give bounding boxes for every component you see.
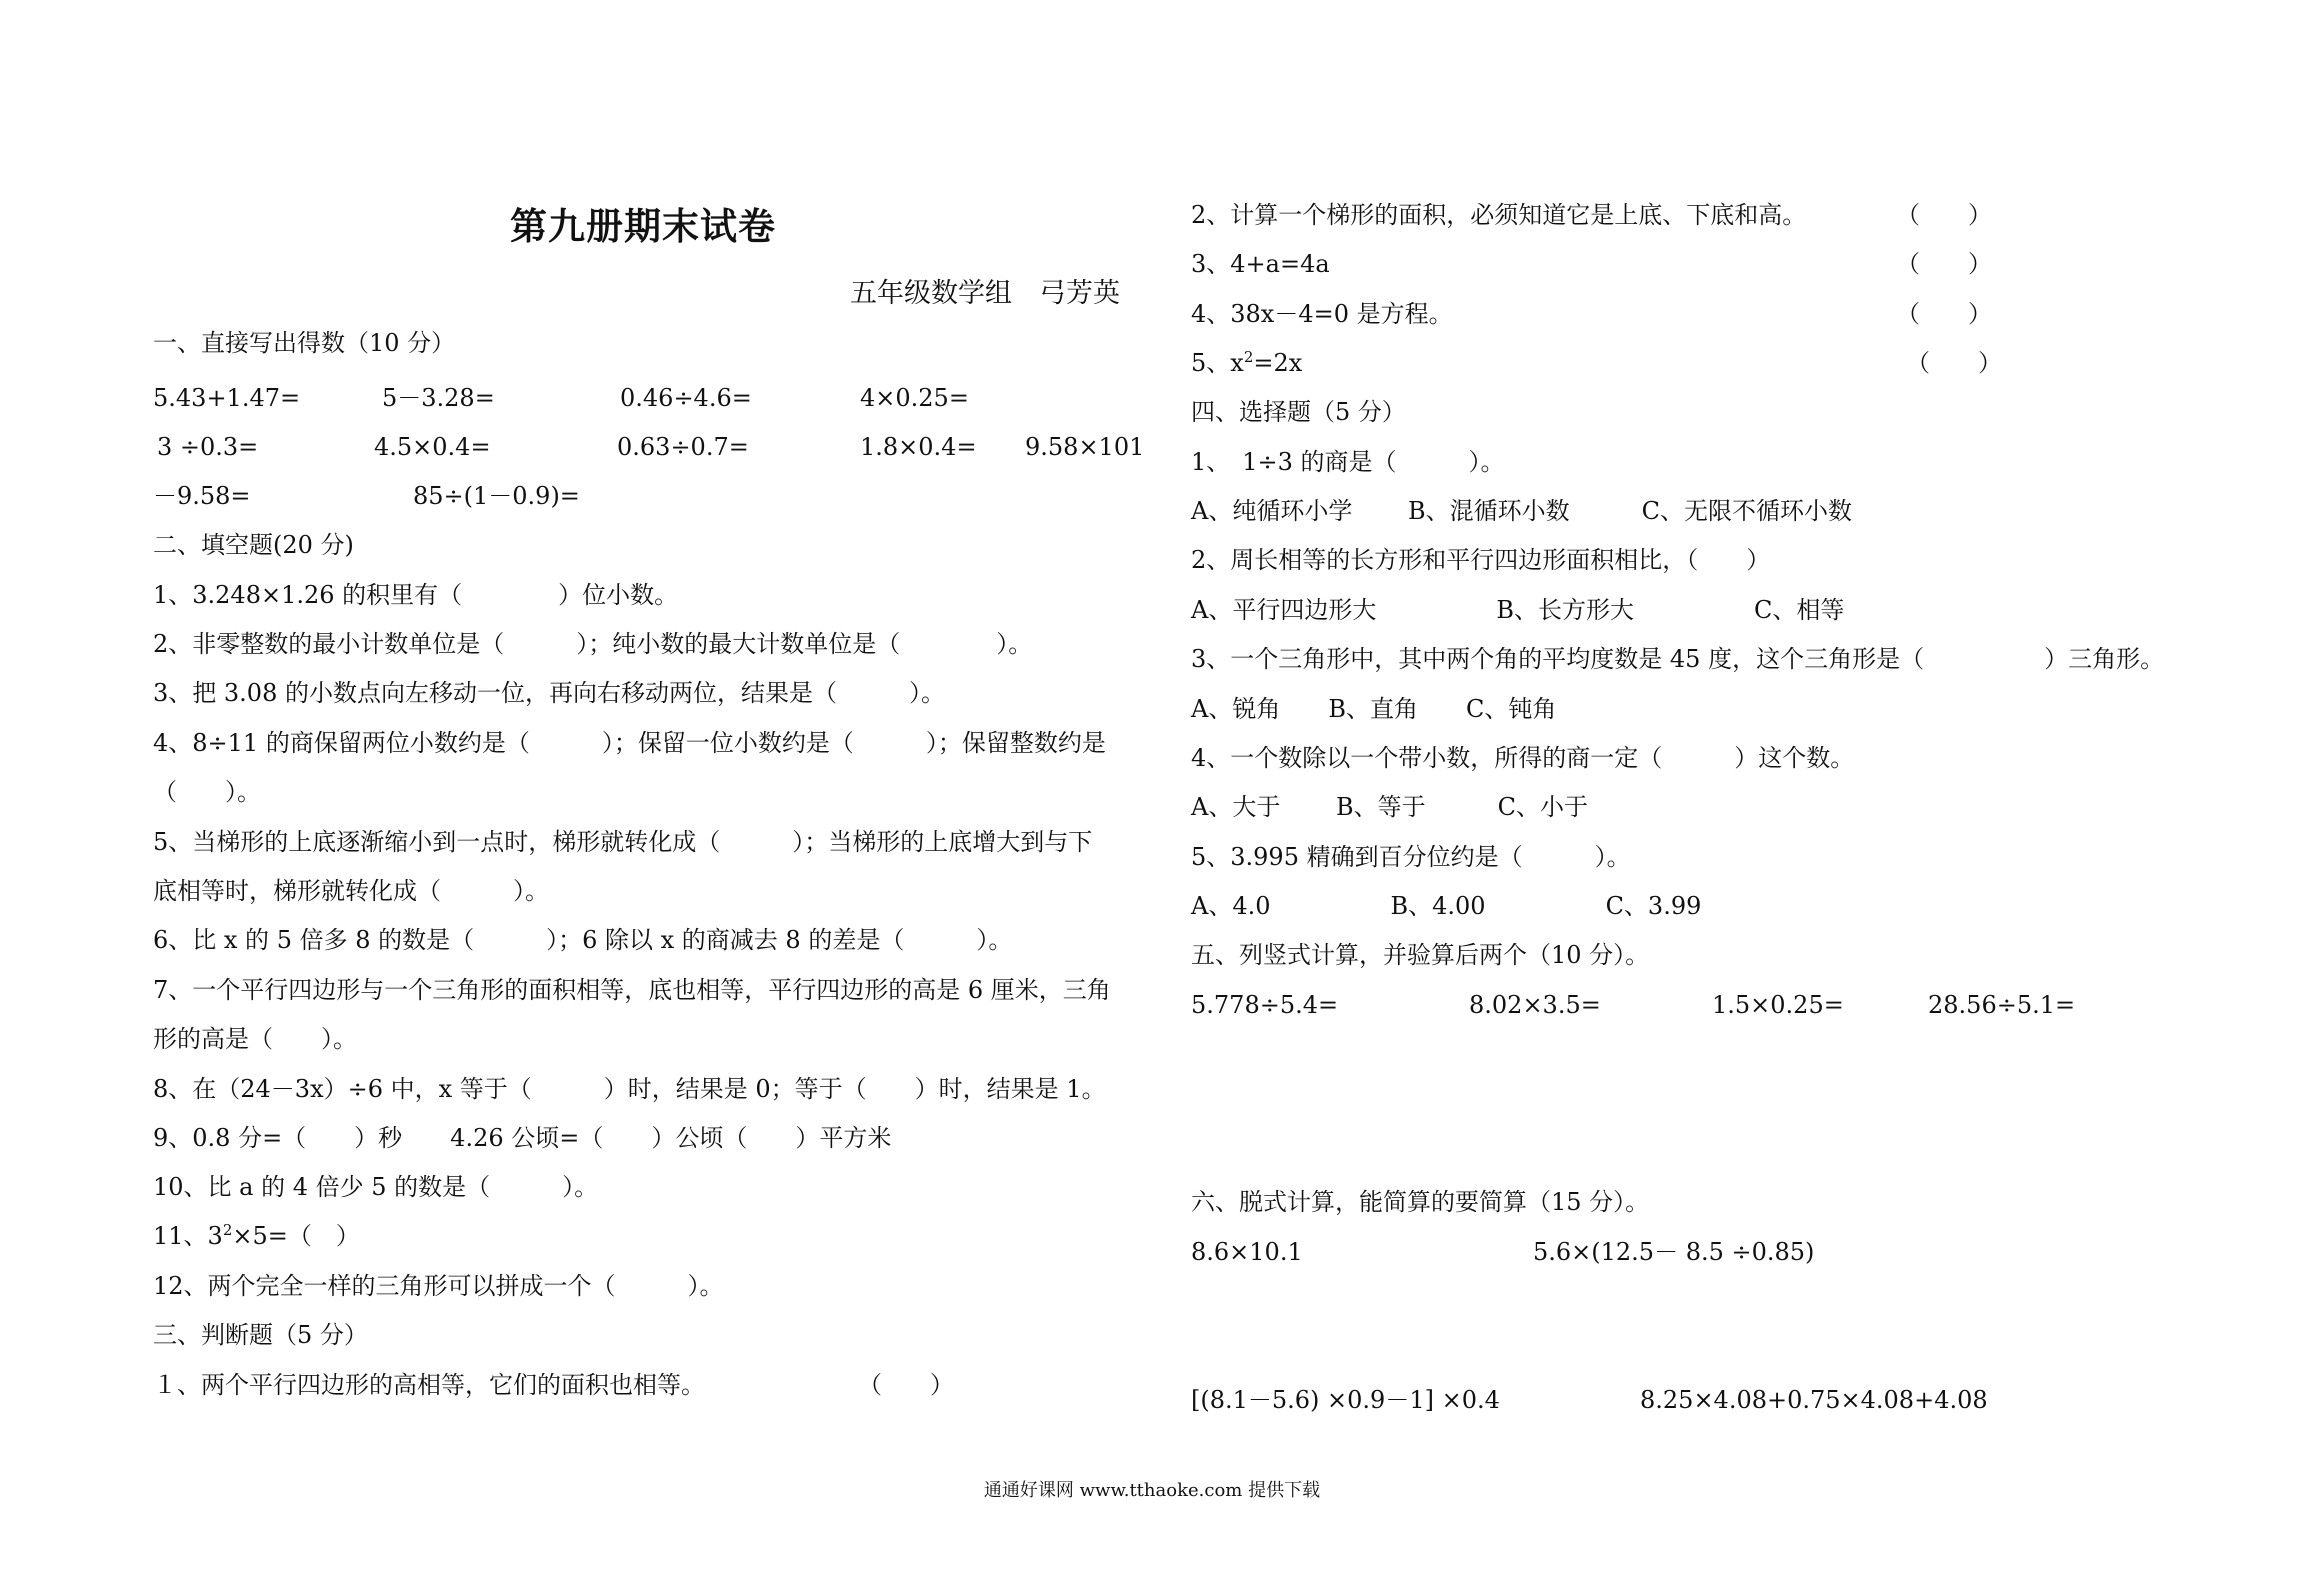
j5-text: 5、x bbox=[1191, 349, 1244, 377]
fill-question-4: 4、8÷11 的商保留两位小数约是（ ）；保留一位小数约是（ ）；保留整数约是 bbox=[153, 729, 1106, 757]
judge-question-1: １、两个平行四边形的高相等，它们的面积也相等。 bbox=[153, 1371, 705, 1399]
fill-question-6: 6、比 x 的 5 倍多 8 的数是（ ）；6 除以 x 的商减去 8 的差是（ ）。 bbox=[153, 926, 1013, 954]
judge-question-4: 4、38x－4=0 是方程。 bbox=[1191, 300, 1453, 328]
choice-options-5: A、4.0 B、4.00 C、3.99 bbox=[1191, 892, 1702, 920]
judge-blank-5: （ ） bbox=[1906, 349, 2002, 377]
fill-question-1: 1、3.248×1.26 的积里有（ ）位小数。 bbox=[153, 581, 679, 609]
choice-options-1: A、纯循环小学 B、混循环小数 C、无限不循环小数 bbox=[1191, 497, 1852, 525]
choice-question-2: 2、周长相等的长方形和平行四边形面积相比，（ ） bbox=[1191, 546, 1771, 574]
author-line: 五年级数学组 弓芳英 bbox=[850, 278, 1120, 309]
calc-item: －9.58= bbox=[153, 482, 251, 510]
judge-question-2: 2、计算一个梯形的面积，必须知道它是上底、下底和高。 bbox=[1191, 201, 1807, 229]
page-title: 第九册期末试卷 bbox=[510, 204, 776, 248]
choice-question-1: 1、 1÷3 的商是（ ）。 bbox=[1191, 448, 1505, 476]
choice-options-4: A、大于 B、等于 C、小于 bbox=[1191, 793, 1588, 821]
fill-question-3: 3、把 3.08 的小数点向左移动一位，再向右移动两位，结果是（ ）。 bbox=[153, 679, 945, 707]
fill-question-10: 10、比 a 的 4 倍少 5 的数是（ ）。 bbox=[153, 1173, 599, 1201]
fill-question-5: 5、当梯形的上底逐渐缩小到一点时，梯形就转化成（ ）；当梯形的上底增大到与下 bbox=[153, 828, 1093, 856]
calc-item: 5.43+1.47= bbox=[153, 384, 301, 412]
calc-item: 9.58×101 bbox=[1025, 433, 1145, 461]
calc-item: 0.63÷0.7= bbox=[617, 433, 749, 461]
choice-options-3: A、锐角 B、直角 C、钝角 bbox=[1191, 695, 1557, 723]
calc-item: 1.8×0.4= bbox=[860, 433, 977, 461]
fill-question-11 bbox=[153, 1221, 360, 1251]
section-1-heading: 一、直接写出得数（10 分） bbox=[153, 329, 456, 357]
vertical-calc-item: 5.778÷5.4= bbox=[1191, 991, 1339, 1019]
q11-text-end: ×5=（ ） bbox=[232, 1222, 360, 1250]
stepwise-calc-a: 8.6×10.1 bbox=[1191, 1238, 1303, 1266]
section-2-heading: 二、填空题(20 分) bbox=[153, 531, 354, 559]
stepwise-calc-b: 5.6×(12.5－ 8.5 ÷0.85) bbox=[1533, 1238, 1815, 1266]
judge-blank-1: （ ） bbox=[858, 1371, 954, 1399]
fill-question-2: 2、非零整数的最小计数单位是（ ）；纯小数的最大计数单位是（ ）。 bbox=[153, 630, 1033, 658]
fill-question-5-cont: 底相等时，梯形就转化成（ ）。 bbox=[153, 877, 549, 905]
calc-item: 3 ÷0.3= bbox=[157, 433, 259, 461]
judge-blank-3: （ ） bbox=[1896, 250, 1992, 278]
calc-item: 4×0.25= bbox=[860, 384, 969, 412]
vertical-calc-item: 28.56÷5.1= bbox=[1928, 991, 2076, 1019]
choice-question-5: 5、3.995 精确到百分位约是（ ）。 bbox=[1191, 843, 1631, 871]
choice-question-4: 4、一个数除以一个带小数，所得的商一定（ ）这个数。 bbox=[1191, 744, 1855, 772]
calc-item: 85÷(1－0.9)= bbox=[413, 482, 580, 510]
judge-question-3: 3、4+a=4a bbox=[1191, 250, 1330, 278]
vertical-calc-item: 8.02×3.5= bbox=[1469, 991, 1601, 1019]
choice-question-3: 3、一个三角形中，其中两个角的平均度数是 45 度，这个三角形是（ ）三角形。 bbox=[1191, 645, 2165, 673]
fill-question-7: 7、一个平行四边形与一个三角形的面积相等，底也相等，平行四边形的高是 6 厘米，三角 bbox=[153, 976, 1111, 1004]
choice-options-2: A、平行四边形大 B、长方形大 C、相等 bbox=[1191, 596, 1845, 624]
q11-text: 11、3 bbox=[153, 1222, 223, 1250]
calc-item: 4.5×0.4= bbox=[374, 433, 491, 461]
section-3-heading: 三、判断题（5 分） bbox=[153, 1321, 368, 1349]
judge-blank-4: （ ） bbox=[1896, 300, 1992, 328]
section-6-heading: 六、脱式计算，能简算的要简算（15 分）。 bbox=[1191, 1188, 1650, 1216]
judge-blank-2: （ ） bbox=[1896, 201, 1992, 229]
section-4-heading: 四、选择题（5 分） bbox=[1191, 398, 1406, 426]
fill-question-12: 12、两个完全一样的三角形可以拼成一个（ ）。 bbox=[153, 1272, 724, 1300]
j5-exponent: 2 bbox=[1243, 348, 1254, 366]
footer-credit: 通通好课网 www.tthaoke.com 提供下载 bbox=[983, 1480, 1321, 1501]
q11-exponent: 2 bbox=[222, 1221, 233, 1239]
stepwise-calc-c: [(8.1－5.6) ×0.9－1] ×0.4 bbox=[1191, 1386, 1500, 1414]
fill-question-4-cont: （ ）。 bbox=[153, 778, 261, 806]
vertical-calc-item: 1.5×0.25= bbox=[1712, 991, 1844, 1019]
calc-item: 5－3.28= bbox=[382, 384, 495, 412]
section-5-heading: 五、列竖式计算，并验算后两个（10 分）。 bbox=[1191, 941, 1650, 969]
fill-question-8: 8、在（24－3x）÷6 中，x 等于（ ）时，结果是 0；等于（ ）时，结果是 1。 bbox=[153, 1075, 1106, 1103]
fill-question-9: 9、0.8 分=（ ）秒 4.26 公顷=（ ）公顷（ ）平方米 bbox=[153, 1124, 892, 1152]
calc-item: 0.46÷4.6= bbox=[620, 384, 752, 412]
stepwise-calc-d: 8.25×4.08+0.75×4.08+4.08 bbox=[1640, 1386, 1988, 1414]
judge-question-5 bbox=[1191, 348, 1302, 378]
j5-text-end: =2x bbox=[1253, 349, 1303, 377]
fill-question-7-cont: 形的高是（ ）。 bbox=[153, 1025, 357, 1053]
